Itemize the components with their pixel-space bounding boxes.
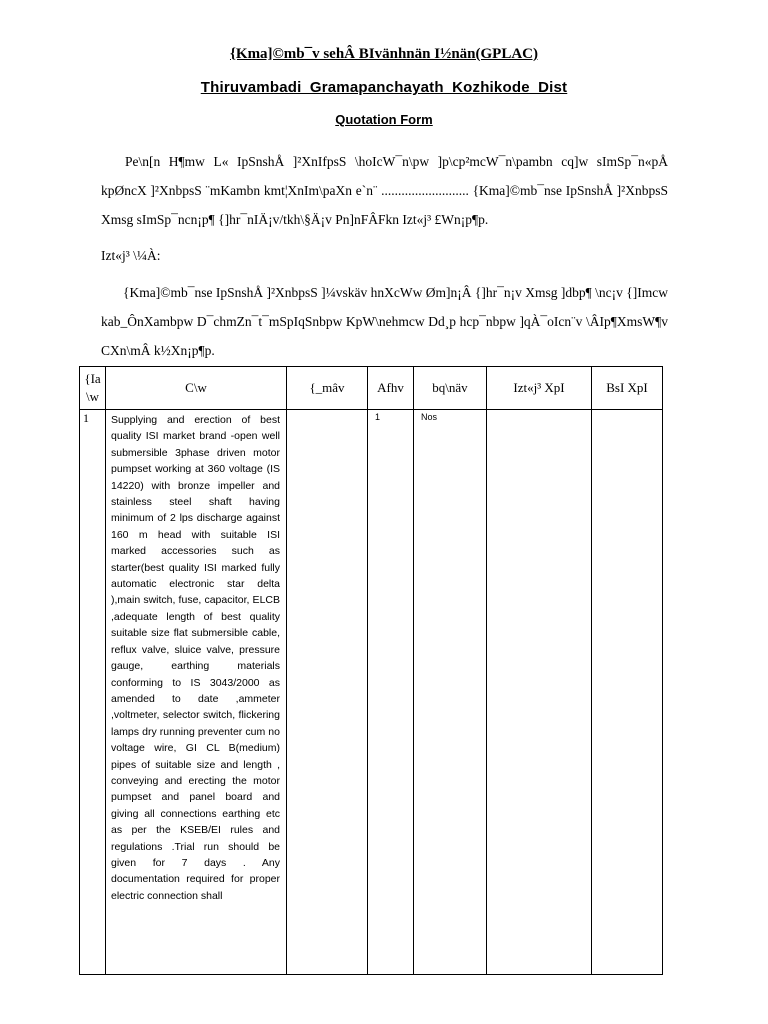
quotation-number-label: Izt«j³ \¼À: bbox=[101, 248, 161, 263]
header-unit: bq\näv bbox=[414, 367, 487, 410]
row-quantity: 1 bbox=[368, 410, 414, 975]
declaration-paragraph-text: {Kma]©mb¯nse IpSnshÅ ]²XnbpsS ]¼vskäv hnXcWw Øm]n¡Â {]hr¯n¡v Xmsg ]dbp¶ \nc¡v {]Imcw kab_ÔnXambpw D¯chmZn¯t¯mSpIqSnbpw KpW\nehmcw Dd¸p hcp¯nbpw ]qÀ¯oIcn¨v \ÂIp¶XmsW¶v CXn\mÂ k½Xn¡p¶p. bbox=[101, 285, 668, 358]
row-serial-no: 1 bbox=[80, 410, 106, 975]
form-title: Quotation Form bbox=[335, 112, 433, 127]
quotation-table bbox=[79, 366, 663, 975]
header-line-1: {Kma]©mb¯v sehÂ BIvänhnän I½nän(GPLAC) bbox=[229, 46, 538, 62]
header-total: BsI XpI bbox=[592, 367, 663, 410]
table-header-row bbox=[80, 367, 663, 410]
row-item-description: Supplying and erection of best quality ISI market brand -open well submersible 3phase driven motor pumpset working at 360 voltage (IS 14220) with bronze impeller and stainless steel shaft having minimum of 2 lps discharge against 160 m head with suitable ISI marked accessories such as starter(best quality ISI marked fully automatic electronic star delta ),main switch, fuse, capacitor, ELCB ,adequate length of best quality suitable size flat submersible cable, reflux valve, sluice valve, pressure gauge, earthing materials conforming to IS 3043/2000 as amended to date ,ammeter ,voltmeter, selector switch, flickering lamps dry running preventer cum no voltage wire, GI CL B(medium) pipes of suitable size and length , conveying and erecting the motor pumpset and panel board and giving all connections earthing etc as per the KSEB/EI rules and regulations .Trial run should be given for 7 days . Any documentation required for proper electric connection shall bbox=[106, 410, 287, 975]
intro-paragraph bbox=[101, 147, 668, 234]
header-rate: Izt«j³ XpI bbox=[487, 367, 592, 410]
intro-paragraph-text: Pe\n[n H¶mw L« IpSnshÅ ]²XnIfpsS \hoIcW¯n\pw ]p\cp²mcW¯n\pambn cq]w sImSp¯n«pÅ kpØncX ]²XnbpsS ¨mKambn kmt¦XnIm\paXn e`n¨ .......................... {Kma]©mb¯nse IpSnshÅ ]²XnbpsS Xmsg sImSp¯ncn¡p¶ {]hr¯nIÄ¡v/tkh\§Ä¡v Pn]nFÂFkn Izt«j³ £Wn¡p¶p. bbox=[101, 154, 668, 227]
row-rate[interactable] bbox=[487, 410, 592, 975]
header-item: C\w bbox=[106, 367, 287, 410]
table-row bbox=[80, 410, 663, 975]
row-brand[interactable] bbox=[287, 410, 368, 975]
declaration-paragraph bbox=[101, 278, 668, 365]
row-total[interactable] bbox=[592, 410, 663, 975]
row-unit: Nos bbox=[414, 410, 487, 975]
header-serial-no: {Ia \w bbox=[80, 367, 106, 410]
header-brand: {_mâv bbox=[287, 367, 368, 410]
header-line-2: Thiruvambadi Gramapanchayath Kozhikode Dist bbox=[200, 79, 568, 96]
header-quantity: Afhv bbox=[368, 367, 414, 410]
